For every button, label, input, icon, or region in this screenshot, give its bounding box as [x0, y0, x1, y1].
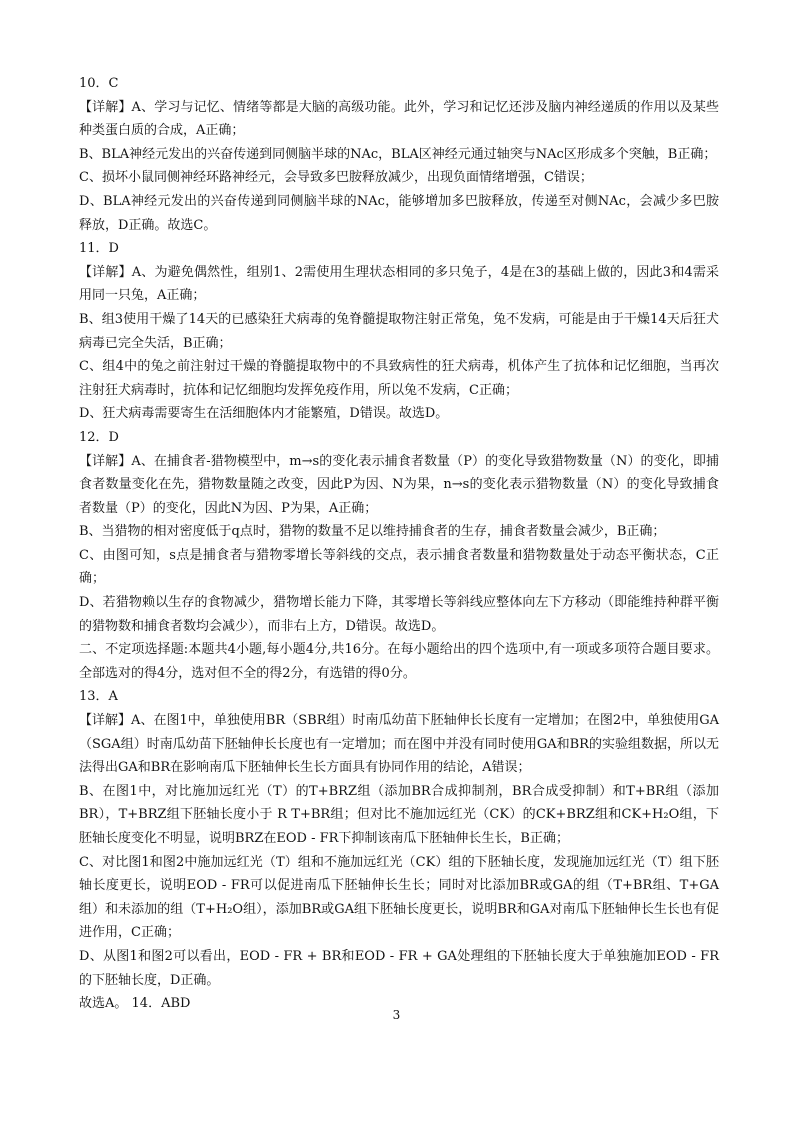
answer-number: 13．A [79, 689, 118, 705]
answer-conclusion: 故选A。 14．ABD [79, 996, 191, 1012]
explanation-paragraph: B、BLA神经元发出的兴奋传递到同侧脑半球的NAc，BLA区神经元通过轴突与NAc区形成多个突触，B正确； [79, 146, 717, 162]
explanation-paragraph: D、BLA神经元发出的兴奋传递到同侧脑半球的NAc，能够增加多巴胺释放，传递至对侧NAc，会减少多巴胺释放，D正确。故选C。 [79, 193, 719, 233]
explanation-paragraph: C、组4中的兔之前注射过干燥的脊髓提取物中的不具致病性的狂犬病毒，机体产生了抗体和记忆细胞，当再次注射狂犬病毒时，抗体和记忆细胞均发挥免疫作用，所以兔不发病，C正确； [79, 359, 719, 398]
answer-content [79, 72, 719, 1016]
explanation-paragraph: 【详解】A、学习与记忆、情绪等都是大脑的高级功能。此外，学习和记忆还涉及脑内神经递质的作用以及某些种类蛋白质的合成，A正确； [79, 99, 719, 139]
explanation-paragraph: D、从图1和图2可以看出，EOD - FR + BR和EOD - FR + GA处理组的下胚轴长度大于单独施加EOD - FR的下胚轴长度，D正确。 [79, 948, 719, 988]
explanation-paragraph: D、狂犬病毒需要寄生在活细胞体内才能繁殖，D错误。故选D。 [79, 406, 449, 422]
answer-number: 10．C [79, 76, 119, 91]
explanation-paragraph: B、当猎物的相对密度低于q点时，猎物的数量不足以维持捕食者的生存，捕食者数量会减少，B正确； [79, 524, 666, 540]
explanation-paragraph: 【详解】A、在图1中，单独使用BR（SBR组）时南瓜幼苗下胚轴伸长长度有一定增加；在图2中，单独使用GA（SGA组）时南瓜幼苗下胚轴伸长长度也有一定增加；而在图中并没有同时使用GA和BR的实验组数据，所以无法得出GA和BR在影响南瓜下胚轴伸长生长方面具有协同作用的结论，A错误； [79, 713, 719, 776]
answer-number: 12．D [79, 429, 119, 445]
explanation-paragraph: 【详解】A、在捕食者-猎物模型中，m→s的变化表示捕食者数量（P）的变化导致猎物数量（N）的变化，即捕食者数量变化在先，猎物数量随之改变，因此P为因、N为果，n→s的变化表示猎物数量（N）的变化导致捕食者数量（P）的变化，因此N为因、P为果，A正确； [79, 453, 719, 516]
explanation-paragraph: 【详解】A、为避免偶然性，组别1、2需使用生理状态相同的多只兔子，4是在3的基础上做的，因此3和4需采用同一只兔，A正确； [79, 264, 719, 304]
explanation-paragraph: C、由图可知，s点是捕食者与猎物零增长等斜线的交点，表示捕食者数量和猎物数量处于动态平衡状态，C正确； [79, 547, 719, 587]
explanation-paragraph: D、若猎物赖以生存的食物减少，猎物增长能力下降，其零增长等斜线应整体向左下方移动（即能维持种群平衡的猎物数和捕食者数均会减少），而非右上方，D错误。故选D。 [79, 595, 719, 634]
page-number: 3 [392, 1008, 401, 1022]
explanation-paragraph: B、在图1中，对比施加远红光（T）的T+BRZ组（添加BR合成抑制剂，BR合成受抑制）和T+BR组（添加BR），T+BRZ组下胚轴长度小于 R T+BR组；但对比不施加远红光（CK）的CK+BRZ组和CK+H₂O组，下胚轴长度变化不明显，说明BRZ在EOD - FR下抑制该南瓜下胚轴伸长生长，B正确； [79, 783, 719, 846]
explanation-paragraph: C、对比图1和图2中施加远红光（T）组和不施加远红光（CK）组的下胚轴长度，发现施加远红光（T）组下胚轴长度更长，说明EOD - FR可以促进南瓜下胚轴伸长生长；同时对比添加BR或GA的组（T+BR组、T+GA组）和未添加的组（T+H₂O组），添加BR或GA组下胚轴长度更长，说明BR和GA对南瓜下胚轴伸长生长也有促进作用，C正确； [79, 854, 719, 941]
answer-number: 11．D [79, 241, 119, 257]
section-heading: 二、不定项选择题:本题共4小题,每小题4分,共16分。在每小题给出的四个选项中,有一项或多项符合题目要求。全部选对的得4分，选对但不全的得2分，有选错的得0分。 [79, 642, 719, 681]
explanation-paragraph: B、组3使用干燥了14天的已感染狂犬病毒的兔脊髓提取物注射正常兔，兔不发病，可能是由于干燥14天后狂犬病毒已完全失活，B正确； [79, 311, 719, 351]
explanation-paragraph: C、损坏小鼠同侧神经环路神经元，会导致多巴胺释放减少，出现负面情绪增强，C错误； [79, 170, 593, 186]
